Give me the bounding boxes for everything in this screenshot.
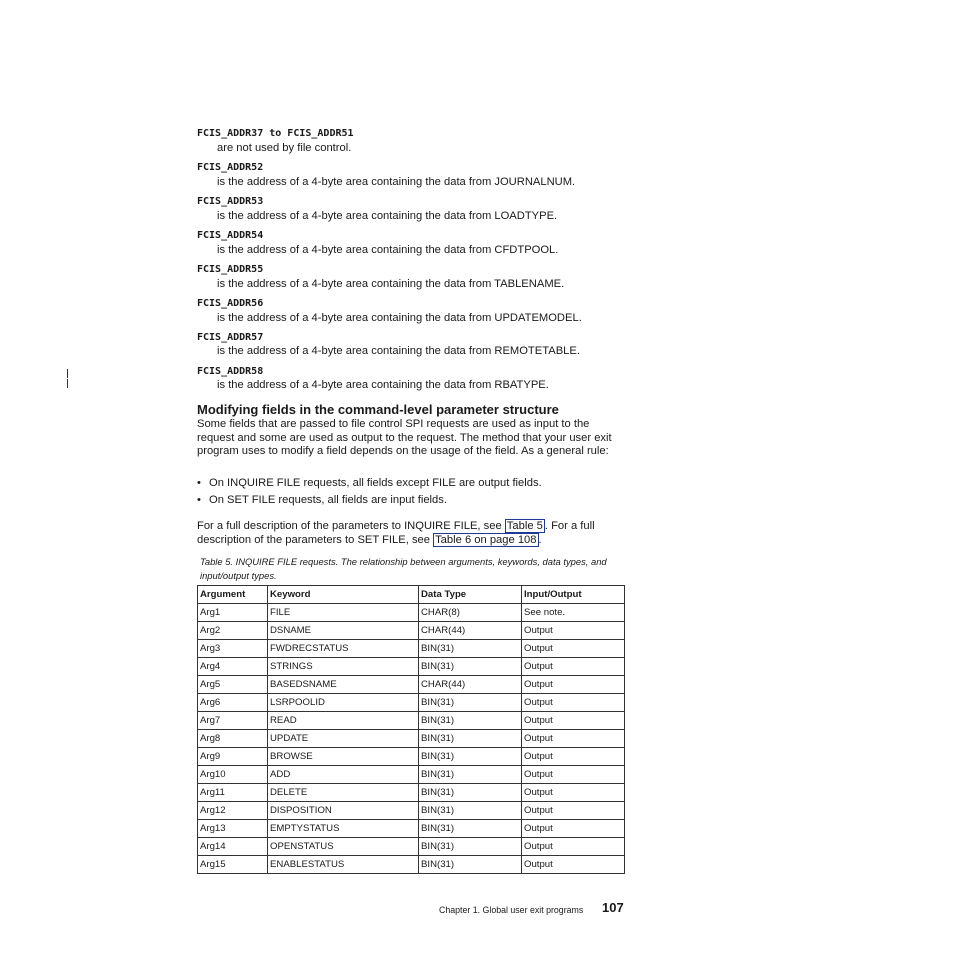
- field-description: is the address of a 4-byte area containing the data from UPDATEMODEL.: [217, 312, 582, 324]
- table-cell: Arg14: [198, 838, 268, 856]
- field-description: are not used by file control.: [217, 142, 352, 154]
- table-row: [198, 802, 625, 820]
- field-description: is the address of a 4-byte area containing the data from LOADTYPE.: [217, 210, 558, 222]
- field-term: FCIS_ADDR54: [197, 230, 264, 241]
- column-header: Input/Output: [522, 586, 625, 604]
- table-cell: BIN(31): [419, 838, 522, 856]
- table-cell: Arg3: [198, 640, 268, 658]
- table-cell: BIN(31): [419, 658, 522, 676]
- section-heading: Modifying fields in the command-level parameter structure: [197, 402, 559, 417]
- field-term: FCIS_ADDR53: [197, 196, 264, 207]
- table-cell: Arg1: [198, 604, 268, 622]
- list-item-text: On INQUIRE FILE requests, all fields except FILE are output fields.: [209, 477, 542, 489]
- table-cell: FILE: [268, 604, 419, 622]
- table-cell: Arg2: [198, 622, 268, 640]
- table-cell: Output: [522, 622, 625, 640]
- column-header: Data Type: [419, 586, 522, 604]
- table-cell: DSNAME: [268, 622, 419, 640]
- table-cell: Output: [522, 802, 625, 820]
- column-header: Argument: [198, 586, 268, 604]
- table-cell: EMPTYSTATUS: [268, 820, 419, 838]
- intro-paragraph: Some fields that are passed to file control SPI requests are used as input to the request and some are used as output to the request. The method that your user exit program uses to modify a field depends on the usage of the field. As a general rule:: [197, 418, 612, 457]
- table-cell: Output: [522, 856, 625, 874]
- table-cell: Arg5: [198, 676, 268, 694]
- field-term: FCIS_ADDR55: [197, 264, 264, 275]
- table-row: [198, 784, 625, 802]
- table-cell: See note.: [522, 604, 625, 622]
- table-cell: Arg4: [198, 658, 268, 676]
- table-cell: Arg13: [198, 820, 268, 838]
- table-cell: Arg12: [198, 802, 268, 820]
- table-cell: OPENSTATUS: [268, 838, 419, 856]
- table-cell: UPDATE: [268, 730, 419, 748]
- table-cell: Output: [522, 658, 625, 676]
- reference-text: . For a full description of the parameters to SET FILE, see: [197, 520, 595, 546]
- table-cell: Arg8: [198, 730, 268, 748]
- change-bar: [67, 379, 68, 388]
- field-term: FCIS_ADDR57: [197, 332, 264, 343]
- table-row: [198, 676, 625, 694]
- table-cell: Output: [522, 640, 625, 658]
- table-cell: BIN(31): [419, 694, 522, 712]
- inquire-file-table: [197, 585, 625, 874]
- table-row: [198, 730, 625, 748]
- table-cell: Output: [522, 766, 625, 784]
- reference-text: For a full description of the parameters to INQUIRE FILE, see: [197, 520, 505, 532]
- table-cell: STRINGS: [268, 658, 419, 676]
- field-description: is the address of a 4-byte area containing the data from REMOTETABLE.: [217, 345, 580, 357]
- table-cell: Output: [522, 820, 625, 838]
- table-body: [198, 604, 625, 874]
- field-description: is the address of a 4-byte area containing the data from CFDTPOOL.: [217, 244, 559, 256]
- field-description: is the address of a 4-byte area containing the data from JOURNALNUM.: [217, 176, 576, 188]
- table-cell: ADD: [268, 766, 419, 784]
- bullet-icon: •: [197, 494, 201, 506]
- table-cell: Arg6: [198, 694, 268, 712]
- table-cell: Output: [522, 712, 625, 730]
- table-cell: BIN(31): [419, 766, 522, 784]
- page-number: 107: [602, 900, 624, 915]
- table-cell: BASEDSNAME: [268, 676, 419, 694]
- table-row: [198, 712, 625, 730]
- table-cell: BIN(31): [419, 748, 522, 766]
- table-header-row: [198, 586, 625, 604]
- table-cell: Output: [522, 784, 625, 802]
- list-item: [197, 493, 447, 507]
- table-cell: BIN(31): [419, 784, 522, 802]
- change-bar: [67, 369, 68, 378]
- field-description: is the address of a 4-byte area containing the data from TABLENAME.: [217, 278, 565, 290]
- field-term: FCIS_ADDR56: [197, 298, 264, 309]
- table-cell: LSRPOOLID: [268, 694, 419, 712]
- table-cell: Output: [522, 694, 625, 712]
- table-cell: Arg11: [198, 784, 268, 802]
- field-term: FCIS_ADDR37 to FCIS_ADDR51: [197, 128, 354, 139]
- table-cell: BIN(31): [419, 712, 522, 730]
- table-cell: FWDRECSTATUS: [268, 640, 419, 658]
- reference-text: .: [538, 533, 542, 546]
- table-cell: BIN(31): [419, 820, 522, 838]
- table-cell: BIN(31): [419, 730, 522, 748]
- table-6-link[interactable]: Table 6 on page 108: [435, 533, 537, 546]
- table-cell: Arg10: [198, 766, 268, 784]
- table-cell: Arg7: [198, 712, 268, 730]
- table-row: [198, 838, 625, 856]
- table-cell: Arg15: [198, 856, 268, 874]
- table-cell: BIN(31): [419, 856, 522, 874]
- table-cell: CHAR(44): [419, 622, 522, 640]
- table-cell: BIN(31): [419, 802, 522, 820]
- field-description: is the address of a 4-byte area containing the data from RBATYPE.: [217, 379, 549, 391]
- table-cell: DELETE: [268, 784, 419, 802]
- table-row: [198, 640, 625, 658]
- table-row: [198, 748, 625, 766]
- table-cell: ENABLESTATUS: [268, 856, 419, 874]
- table-cell: CHAR(8): [419, 604, 522, 622]
- table-cell: CHAR(44): [419, 676, 522, 694]
- footer-chapter: Chapter 1. Global user exit programs: [439, 905, 584, 915]
- table-cell: Output: [522, 676, 625, 694]
- table-cell: Arg9: [198, 748, 268, 766]
- table-cell: Output: [522, 838, 625, 856]
- table-row: [198, 694, 625, 712]
- table-cell: Output: [522, 730, 625, 748]
- table-row: [198, 766, 625, 784]
- column-header: Keyword: [268, 586, 419, 604]
- table-5-link[interactable]: Table 5: [506, 520, 543, 532]
- reference-paragraph: [197, 520, 627, 547]
- table-row: [198, 622, 625, 640]
- table-row: [198, 820, 625, 838]
- table-cell: DISPOSITION: [268, 802, 419, 820]
- table-caption: Table 5. INQUIRE FILE requests. The relationship between arguments, keywords, data types, and input/output types.: [200, 556, 607, 581]
- table-cell: READ: [268, 712, 419, 730]
- field-term: FCIS_ADDR58: [197, 366, 264, 377]
- list-item: [197, 476, 542, 490]
- table-row: [198, 604, 625, 622]
- table-cell: Output: [522, 748, 625, 766]
- bullet-icon: •: [197, 477, 201, 489]
- table-cell: BROWSE: [268, 748, 419, 766]
- table-header: [198, 586, 625, 604]
- table-cell: BIN(31): [419, 640, 522, 658]
- field-term: FCIS_ADDR52: [197, 162, 264, 173]
- list-item-text: On SET FILE requests, all fields are input fields.: [209, 494, 447, 506]
- table-row: [198, 856, 625, 874]
- table-row: [198, 658, 625, 676]
